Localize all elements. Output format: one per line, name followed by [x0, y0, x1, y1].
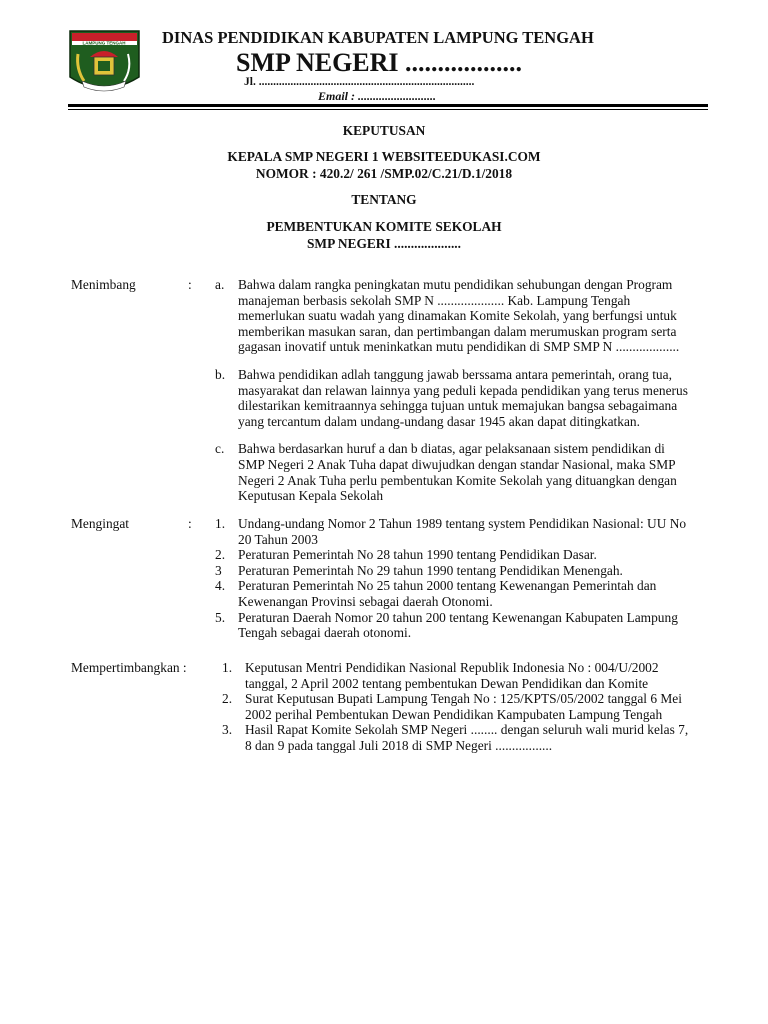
mengingat-item-marker: 3: [215, 562, 222, 578]
menimbang-item-line: Bahwa pendidikan adlah tanggung jawab berssama antara pemerintah, orang tua,: [238, 367, 672, 382]
logo-text: LAMPUNG TENGAH: [82, 40, 126, 46]
mengingat-item-line: Peraturan Daerah Nomor 20 tahun 200 tentang Kewenangan Kabupaten Lampung: [238, 609, 678, 625]
mengingat-item-line: Undang-undang Nomor 2 Tahun 1989 tentang system Pendidikan Nasional: UU No: [238, 516, 687, 531]
menimbang-item-line: Keputusan Kepala Sekolah: [238, 488, 384, 504]
mempertimbangkan-item-line: Surat Keputusan Bupati Lampung Tengah No : 125/KPTS/05/2002 tanggal 6 Mei: [245, 691, 682, 707]
mengingat-item-marker: 4.: [215, 578, 226, 594]
mempertimbangkan-item-line: Hasil Rapat Komite Sekolah SMP Negeri ........ dengan seluruh wali murid kelas 7,: [245, 722, 689, 738]
mempertimbangkan-item-line: tanggal, 2 April 2002 tentang pembentukan Dewan Pendidikan dan Komite: [245, 675, 649, 691]
menimbang-item-marker: c.: [215, 441, 225, 457]
school-name: SMP NEGERI ..................: [236, 48, 523, 77]
decree-subject: PEMBENTUKAN KOMITE SEKOLAH: [266, 219, 502, 234]
menimbang-item-line: SMP Negeri 2 Anak Tuha dapat diwujudkan dengan standar Nasional, maka SMP: [238, 457, 676, 472]
school-address: Jl. ...........................................................................: [244, 76, 475, 88]
header-divider-thick: [68, 104, 708, 107]
decree-subject-school: SMP NEGERI ....................: [306, 236, 461, 251]
menimbang-item-line: manajeman berbasis sekolah SMP N .................... Kab. Lampung Tengah: [238, 292, 631, 308]
menimbang-item-marker: b.: [215, 367, 226, 382]
menimbang-item-line: dilestarikan kemitraannya sehingga tujuan untuk memajukan bangsa sebagaimana: [238, 398, 678, 414]
mempertimbangkan-item-line: Keputusan Mentri Pendidikan Nasional Republik Indonesia No : 004/U/2002: [245, 660, 659, 675]
menimbang-label: Menimbang: [71, 277, 136, 292]
menimbang-item-line: memberikan masukan saran, dan pertimbangan dalam merumuskan program serta: [238, 323, 677, 339]
menimbang-item-marker: a.: [215, 277, 225, 292]
decree-issuer: KEPALA SMP NEGERI 1 WEBSITEEDUKASI.COM: [227, 149, 541, 164]
mengingat-item-marker: 5.: [215, 609, 226, 625]
lampung-tengah-emblem-logo: [68, 29, 141, 97]
menimbang-item-line: Bahwa berdasarkan huruf a dan b diatas, agar pelaksanaan sistem pendidikan di: [238, 441, 665, 457]
mengingat-colon: :: [188, 516, 192, 531]
menimbang-item-line: masyarakat dan relawan lainnya yang peduli kepada pendidikan yang terus menerus: [238, 382, 688, 398]
mengingat-item-line: Peraturan Pemerintah No 28 tahun 1990 tentang Pendidikan Dasar.: [238, 547, 597, 563]
mengingat-item-line: Peraturan Pemerintah No 25 tahun 2000 tentang Kewenangan Pemerintah dan: [238, 578, 657, 594]
decree-heading: KEPUTUSAN: [342, 123, 426, 138]
mengingat-item-line: 20 Tahun 2003: [238, 531, 318, 547]
menimbang-colon: :: [188, 277, 192, 292]
mempertimbangkan-item-marker: 3.: [222, 722, 233, 738]
school-email: Email : ..........................: [318, 89, 437, 103]
mempertimbangkan-item-line: 8 dan 9 pada tanggal Juli 2018 di SMP Negeri .................: [245, 738, 553, 753]
decree-number: NOMOR : 420.2/ 261 /SMP.02/C.21/D.1/2018: [255, 166, 513, 181]
menimbang-item-line: memerlukan suatu wadah yang dinamakan Komite Sekolah, yang berfungsi untuk: [238, 308, 677, 324]
menimbang-item-line: yang tercantum dalam undang-undang dasar 1945 akan dapat ditingkatkan.: [238, 413, 640, 429]
mengingat-item-line: Tengah sebagai daerah otonomi.: [238, 625, 412, 641]
mempertimbangkan-item-line: 2002 perihal Pembentukan Dewan Pendidikan Kampubaten Lampung Tengah: [245, 706, 663, 722]
mengingat-item-marker: 1.: [215, 516, 226, 531]
mengingat-item-line: Peraturan Pemerintah No 29 tahun 1990 tentang Pendidikan Menengah.: [238, 562, 623, 578]
mempertimbangkan-item-marker: 1.: [222, 660, 233, 675]
header-divider-thin: [68, 109, 708, 110]
menimbang-item-line: gagasan inovatif untuk meninkatkan mutu pendidikan di SMP SMP N ...................: [238, 339, 680, 355]
mempertimbangkan-label: Mempertimbangkan :: [71, 660, 187, 675]
mengingat-item-marker: 2.: [215, 547, 226, 563]
about-heading: TENTANG: [351, 192, 417, 207]
mengingat-label: Mengingat: [71, 516, 130, 531]
agency-name: DINAS PENDIDIKAN KABUPATEN LAMPUNG TENGAH: [162, 28, 594, 47]
mengingat-item-line: Kewenangan Provinsi sebagai daerah Otonomi.: [238, 594, 493, 609]
mempertimbangkan-item-marker: 2.: [222, 691, 233, 707]
menimbang-item-line: Negeri 2 Anak Tuha perlu pembentukan Komite Sekolah yang dituangkan dengan: [238, 472, 677, 488]
menimbang-item-line: Bahwa dalam rangka peningkatan mutu pendidikan sehubungan dengan Program: [238, 277, 673, 292]
